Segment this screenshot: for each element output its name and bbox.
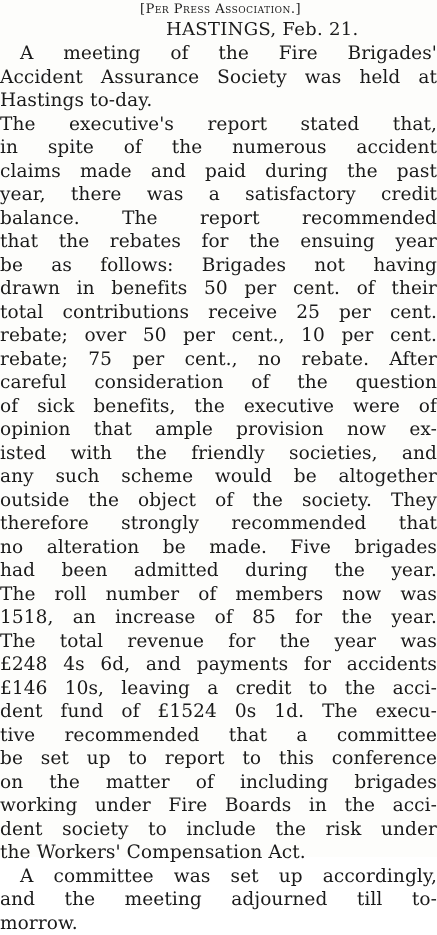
article-line: £248 4s 6d, and payments for accidents xyxy=(0,653,437,677)
article-line: 1518, an increase of 85 for the year. xyxy=(0,606,437,630)
article-line: any such scheme would be altogether xyxy=(0,465,437,489)
article-line: no alteration be made. Five brigades xyxy=(0,536,437,560)
article-line: dent society to include the risk under xyxy=(0,818,437,842)
article-line: A meeting of the Fire Brigades' xyxy=(0,42,437,66)
article-line: dent fund of £1524 0s 1d. The execu- xyxy=(0,700,437,724)
article-line: isted with the friendly societies, and xyxy=(0,442,437,466)
article-line: be as follows: Brigades not having xyxy=(0,254,437,278)
article-line: rebate; over 50 per cent., 10 per cent. xyxy=(0,324,437,348)
article-line: outside the object of the society. They xyxy=(0,489,437,513)
article-line: tive recommended that a committee xyxy=(0,724,437,748)
article-line: claims made and paid during the past xyxy=(0,160,437,184)
article-body xyxy=(0,42,437,935)
article-line: of sick benefits, the executive were of xyxy=(0,395,437,419)
article-line: that the rebates for the ensuing year xyxy=(0,230,437,254)
article-line: The total revenue for the year was xyxy=(0,630,437,654)
article-line: A committee was set up accordingly, xyxy=(0,865,437,889)
article-line: therefore strongly recommended that xyxy=(0,512,437,536)
article-line: careful consideration of the question xyxy=(0,371,437,395)
article-line: year, there was a satisfactory credit xyxy=(0,183,437,207)
article-line: £146 10s, leaving a credit to the acci- xyxy=(0,677,437,701)
article-line: Hastings to-day. xyxy=(0,89,437,113)
article-line: Accident Assurance Society was held at xyxy=(0,66,437,90)
article-line: The roll number of members now was xyxy=(0,583,437,607)
article-line: total contributions receive 25 per cent. xyxy=(0,301,437,325)
article-line: balance. The report recommended xyxy=(0,207,437,231)
article-line: the Workers' Compensation Act. xyxy=(0,841,437,865)
article-line: in spite of the numerous accident xyxy=(0,136,437,160)
dateline: HASTINGS, Feb. 21. xyxy=(166,19,359,40)
article-line: morrow. xyxy=(0,912,437,935)
article-line: be set up to report to this conference xyxy=(0,747,437,771)
article-line: The executive's report stated that, xyxy=(0,113,437,137)
article-line: and the meeting adjourned till to- xyxy=(0,888,437,912)
article-line: drawn in benefits 50 per cent. of their xyxy=(0,277,437,301)
article-line: opinion that ample provision now ex- xyxy=(0,418,437,442)
article-line: had been admitted during the year. xyxy=(0,559,437,583)
press-credit: [Per Press Association.] xyxy=(140,2,301,17)
article-line: working under Fire Boards in the acci- xyxy=(0,794,437,818)
article-line: rebate; 75 per cent., no rebate. After xyxy=(0,348,437,372)
article-line: on the matter of including brigades xyxy=(0,771,437,795)
